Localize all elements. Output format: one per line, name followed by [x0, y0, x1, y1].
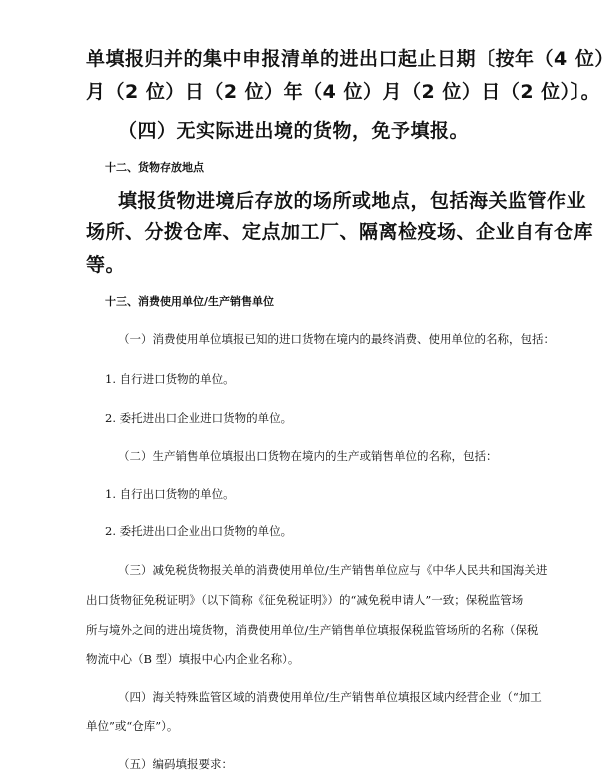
text-line: （四）海关特殊监管区域的消费使用单位/生产销售单位填报区域内经营企业（“加工 — [118, 690, 542, 704]
text-line: 出口货物征免税证明》（以下简称《征免税证明》）的“减免税申请人”一致；保税监管场 — [86, 593, 524, 607]
list-item: 2. 委托进出口企业进口货物的单位。 — [105, 411, 293, 425]
text-line: 所与境外之间的进出境货物，消费使用单位/生产销售单位填报保税监管场所的名称（保税 — [86, 623, 539, 637]
list-item: 2. 委托进出口企业出口货物的单位。 — [105, 524, 293, 538]
text-line: 物流中心（B 型）填报中心内企业名称）。 — [86, 652, 300, 666]
section-heading: 十三、消费使用单位/生产销售单位 — [105, 295, 275, 308]
text-line: 等。 — [86, 254, 126, 276]
text-line: （三）减免税货物报关单的消费使用单位/生产销售单位应与《中华人民共和国海关进 — [118, 563, 548, 577]
text-line: （五）编码填报要求： — [118, 757, 233, 771]
list-item: 1. 自行进口货物的单位。 — [105, 372, 235, 386]
text-line: 场所、分拨仓库、定点加工厂、隔离检疫场、企业自有仓库 — [86, 221, 594, 243]
text-line: 月（2 位）日（2 位）年（4 位）月（2 位）日（2 位）〕。 — [86, 81, 601, 103]
text-line: 单位”或“仓库”）。 — [86, 719, 179, 733]
text-line: 填报货物进境后存放的场所或地点，包括海关监管作业 — [118, 190, 587, 212]
text-line: （四）无实际进出境的货物，免予填报。 — [118, 120, 470, 142]
list-item: 1. 自行出口货物的单位。 — [105, 487, 235, 501]
section-heading: 十二、货物存放地点 — [105, 161, 204, 174]
text-line: （二）生产销售单位填报出口货物在境内的生产或销售单位的名称，包括： — [118, 449, 498, 463]
text-line: （一）消费使用单位填报已知的进口货物在境内的最终消费、使用单位的名称，包括： — [118, 332, 555, 346]
text-line: 单填报归并的集中申报清单的进出口起止日期〔按年（4 位） — [86, 48, 614, 70]
